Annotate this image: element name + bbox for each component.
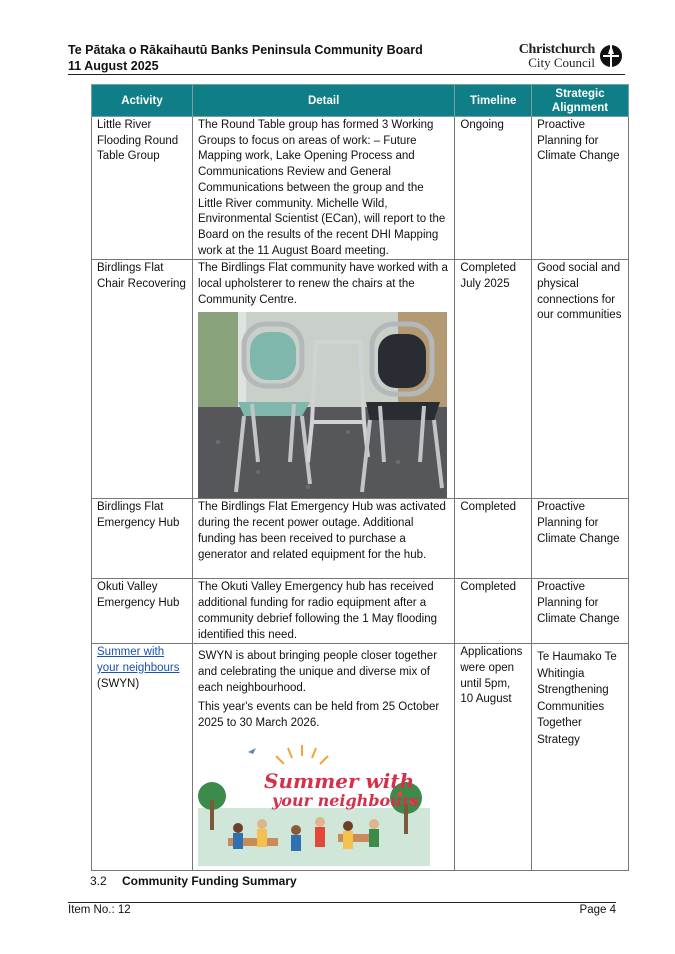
council-logo [495, 42, 625, 70]
table-row [92, 260, 629, 499]
alignment-cell: Proactive Planning for Climate Change [532, 499, 629, 579]
activity-cell: Little River Flooding Round Table Group [92, 117, 193, 260]
page-number: Page 4 [579, 904, 616, 916]
meeting-date: 11 August 2025 [68, 59, 159, 73]
chairs-photo [198, 312, 447, 498]
header-strategic-alignment: Strategic Alignment [532, 85, 629, 117]
timeline-cell: Completed [455, 579, 532, 644]
timeline-cell: Completed [455, 499, 532, 579]
timeline-cell: Completed July 2025 [455, 260, 532, 499]
detail-cell [192, 260, 454, 499]
header-activity: Activity [92, 85, 193, 117]
section-title: Community Funding Summary [122, 874, 297, 888]
banner-title-line1: Summer with [263, 768, 415, 793]
summer-with-your-neighbours-banner [198, 738, 430, 866]
logo-text-christchurch: Christchurch [518, 42, 595, 57]
detail-cell: The Okuti Valley Emergency hub has received additional funding for radio equipment after a community debrief following the 1 May flooding identified this need. [192, 579, 454, 644]
header-detail: Detail [192, 85, 454, 117]
swyn-abbreviation: (SWYN) [97, 677, 140, 690]
table-row [92, 499, 629, 579]
swyn-link[interactable]: Summer with your neighbours [97, 646, 180, 674]
page-header [68, 42, 625, 75]
activity-cell: Okuti Valley Emergency Hub [92, 579, 193, 644]
detail-cell: The Round Table group has formed 3 Working Groups to focus on areas of work: – Future Mapping work, Lake Opening Process and Communications Review and General Communications between the group and the Little River community. Michelle Wild, Environmental Scientist (ECan), will report to the Board on the results of the recent DHI Mapping work at the 11 August Board meeting. [192, 117, 454, 260]
table-row [92, 579, 629, 644]
table-row [92, 644, 629, 871]
detail-text: The Birdlings Flat community have worked with a local upholsterer to renew the chairs at the Community Centre. [197, 262, 448, 306]
alignment-text: Te Haumako Te Whitingia Strengthening Communities Together Strategy [537, 651, 617, 746]
activity-cell [92, 644, 193, 871]
alignment-cell: Proactive Planning for Climate Change [532, 579, 629, 644]
alignment-cell [532, 644, 629, 871]
detail-paragraph-2: This year's events can be held from 25 October 2025 to 30 March 2026. [197, 701, 440, 730]
page-footer [68, 902, 616, 916]
board-name: Te Pātaka o Rākaihautū Banks Peninsula Community Board [68, 43, 423, 57]
alignment-cell: Good social and physical connections for our communities [532, 260, 629, 499]
cathedral-icon [599, 42, 623, 68]
timeline-cell: Applications were open until 5pm, 10 August [455, 644, 532, 871]
banner-title-line2: your neighbours [271, 790, 420, 810]
activity-cell: Birdlings Flat Emergency Hub [92, 499, 193, 579]
detail-cell: The Birdlings Flat Emergency Hub was activated during the recent power outage. Additional funding has been received to purchase a generator and related equipment for the hub. [192, 499, 454, 579]
table-row [92, 117, 629, 260]
detail-paragraph-1: SWYN is about bringing people closer together and celebrating the unique and diverse mix of each neighbourhood. [197, 650, 438, 694]
logo-text-city-council: City Council [528, 55, 595, 70]
section-number: 3.2 [90, 874, 107, 888]
activity-table [91, 84, 629, 871]
section-heading [90, 874, 297, 888]
document-title [68, 42, 423, 74]
header-timeline: Timeline [455, 85, 532, 117]
alignment-cell: Proactive Planning for Climate Change [532, 117, 629, 260]
item-number: Item No.: 12 [68, 904, 131, 916]
activity-cell: Birdlings Flat Chair Recovering [92, 260, 193, 499]
detail-cell [192, 644, 454, 871]
table-header-row [92, 85, 629, 117]
timeline-cell: Ongoing [455, 117, 532, 260]
